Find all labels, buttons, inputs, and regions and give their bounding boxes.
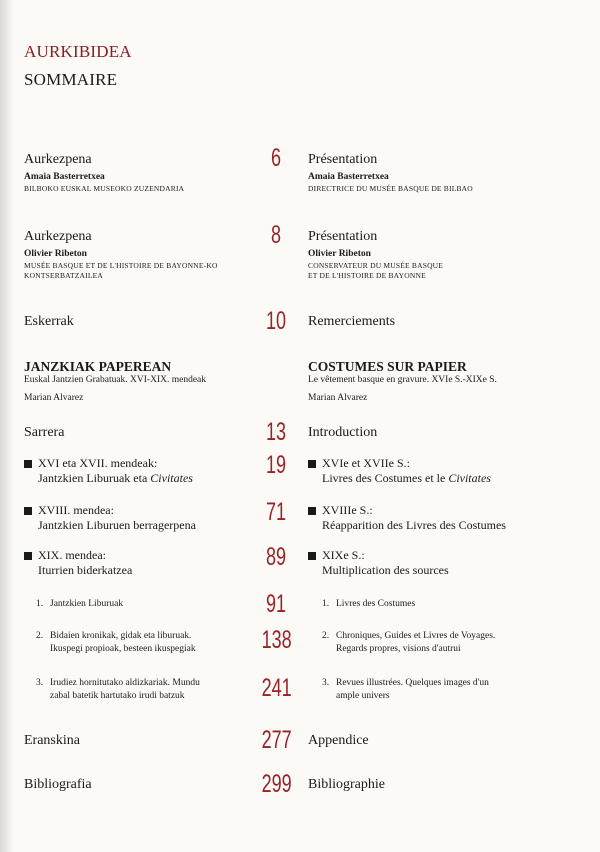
entry-author: Olivier Ribeton: [308, 249, 371, 259]
toc-entry-xvi-french: [308, 456, 538, 486]
entry-role-line-2: ET DE L'HISTOIRE DE BAYONNE: [308, 271, 426, 280]
toc-subentry-3-basque: [36, 677, 256, 703]
subentry-number: 3.: [322, 678, 330, 688]
subentry-line-1: Jantzkien Liburuak: [50, 599, 124, 609]
entry-author: Olivier Ribeton: [24, 249, 87, 259]
section-janzkiak-papearean: [24, 359, 256, 404]
subentry-line-1: Livres des Costumes: [336, 599, 416, 609]
bullet-square-icon: [308, 460, 316, 468]
toc-entry-aurkezpena-2-basque: [24, 229, 256, 281]
toc-entry-bibliographie: Bibliographie: [308, 777, 385, 792]
page-number: 10: [265, 307, 287, 335]
subentry-line-2: ample univers: [336, 691, 390, 701]
entry-line-2: Livres des Costumes et le: [322, 471, 449, 485]
toc-entry-aurkezpena-2-french: [308, 229, 538, 281]
toc-entry-appendice: Appendice: [308, 733, 369, 748]
subentry-number: 1.: [36, 599, 44, 609]
toc-entry-xviii-french: [308, 503, 538, 533]
heading-basque: AURKIBIDEA: [24, 42, 132, 61]
subentry-line-1: Bidaien kronikak, gidak eta liburuak.: [50, 631, 192, 641]
page-number: 277: [261, 726, 292, 754]
toc-subentry-1-basque: [36, 598, 256, 611]
section-costumes-sur-papier: [308, 359, 538, 404]
section-subtitle: Le vêtement basque en gravure. XVIe S.-XIXe S.: [308, 375, 497, 385]
page-number: 138: [261, 626, 292, 654]
entry-author: Amaia Basterretxea: [308, 172, 389, 182]
entry-author: Amaia Basterretxea: [24, 172, 105, 182]
entry-line-1: XVI eta XVII. mendeak:: [38, 456, 158, 470]
entry-line-1: XIX. mendea:: [38, 548, 106, 562]
bullet-square-icon: [308, 507, 316, 515]
section-subtitle: Euskal Jantzien Grabatuak. XVI-XIX. mendeak: [24, 375, 207, 385]
entry-line-2: Jantzkien Liburuen berragerpena: [38, 518, 196, 532]
entry-title: Aurkezpena: [24, 152, 92, 167]
entry-line-2-italic: Civitates: [150, 471, 193, 485]
toc-entry-xix-basque: [24, 548, 256, 578]
entry-line-1: XVIII. mendea:: [38, 503, 114, 517]
entry-title: Présentation: [308, 152, 378, 167]
entry-line-1: XVIIIe S.:: [322, 503, 373, 517]
toc-subentry-2-basque: [36, 630, 256, 656]
subentry-line-1: Irudiez hornitutako aldizkariak. Mundu: [50, 678, 200, 688]
entry-role: DIRECTRICE DU MUSÉE BASQUE DE BILBAO: [308, 184, 473, 193]
entry-role-line-1: CONSERVATEUR DU MUSÉE BASQUE: [308, 261, 444, 270]
entry-role-line-2: KONTSERBATZAILEA: [24, 271, 104, 280]
toc-entry-bibliografia: Bibliografia: [24, 777, 92, 792]
subentry-line-2: Ikuspegi propioak, besteen ikuspegiak: [50, 644, 196, 654]
entry-title: Présentation: [308, 229, 378, 244]
bullet-square-icon: [308, 552, 316, 560]
subentry-line-1: Revues illustrées. Quelques images d'un: [336, 678, 489, 688]
toc-entry-eskerrak: Eskerrak: [24, 314, 74, 329]
toc-entry-xix-french: [308, 548, 538, 578]
toc-subentry-1-french: [322, 598, 552, 611]
entry-title: Aurkezpena: [24, 229, 92, 244]
entry-line-2: Iturrien biderkatzea: [38, 563, 133, 577]
subentry-number: 2.: [36, 631, 44, 641]
entry-role: BILBOKO EUSKAL MUSEOKO ZUZENDARIA: [24, 184, 185, 193]
entry-line-1: XIXe S.:: [322, 548, 365, 562]
bullet-square-icon: [24, 460, 32, 468]
toc-entry-sarrera: Sarrera: [24, 425, 65, 440]
page-number: 8: [270, 221, 282, 249]
entry-line-2: Multiplication des sources: [322, 563, 449, 577]
entry-line-2: Réapparition des Livres des Costumes: [322, 518, 506, 532]
toc-entry-remerciements: Remerciements: [308, 314, 396, 329]
section-title: COSTUMES SUR PAPIER: [308, 359, 467, 374]
subentry-line-1: Chroniques, Guides et Livres de Voyages.: [336, 631, 496, 641]
page-number: 89: [265, 543, 287, 571]
page-number: 241: [261, 674, 292, 702]
entry-line-2-italic: Civitates: [448, 471, 491, 485]
subentry-number: 1.: [322, 599, 330, 609]
bullet-square-icon: [24, 552, 32, 560]
toc-subentry-2-french: [322, 630, 552, 656]
entry-line-2: Jantzkien Liburuak eta: [38, 471, 151, 485]
heading-french: SOMMAIRE: [24, 70, 118, 89]
entry-line-1: XVIe et XVIIe S.:: [322, 456, 410, 470]
toc-subentry-3-french: [322, 677, 552, 703]
page-number: 19: [265, 451, 287, 479]
section-author: Marian Alvarez: [24, 393, 84, 403]
toc-entry-xviii-basque: [24, 503, 256, 533]
page-number: 13: [265, 418, 287, 446]
page-edge-shadow: [0, 0, 14, 852]
subentry-number: 2.: [322, 631, 330, 641]
page-number: 71: [265, 498, 287, 526]
bullet-square-icon: [24, 507, 32, 515]
toc-entry-aurkezpena-1-basque: [24, 152, 256, 194]
toc-entry-xvi-basque: [24, 456, 256, 486]
page-number: 299: [261, 770, 292, 798]
toc-entry-aurkezpena-1-french: [308, 152, 538, 194]
subentry-line-2: Regards propres, visions d'autrui: [336, 644, 461, 654]
page-number: 91: [265, 590, 287, 618]
subentry-line-2: zabal batetik hartutako irudi batzuk: [50, 691, 185, 701]
toc-entry-eranskina: Eranskina: [24, 733, 80, 748]
section-author: Marian Alvarez: [308, 393, 368, 403]
section-title: JANZKIAK PAPEREAN: [24, 359, 172, 374]
entry-role-line-1: MUSÉE BASQUE ET DE L'HISTOIRE DE BAYONNE-KO: [24, 261, 218, 270]
toc-entry-introduction: Introduction: [308, 425, 378, 440]
subentry-number: 3.: [36, 678, 44, 688]
page-number: 6: [270, 144, 282, 172]
